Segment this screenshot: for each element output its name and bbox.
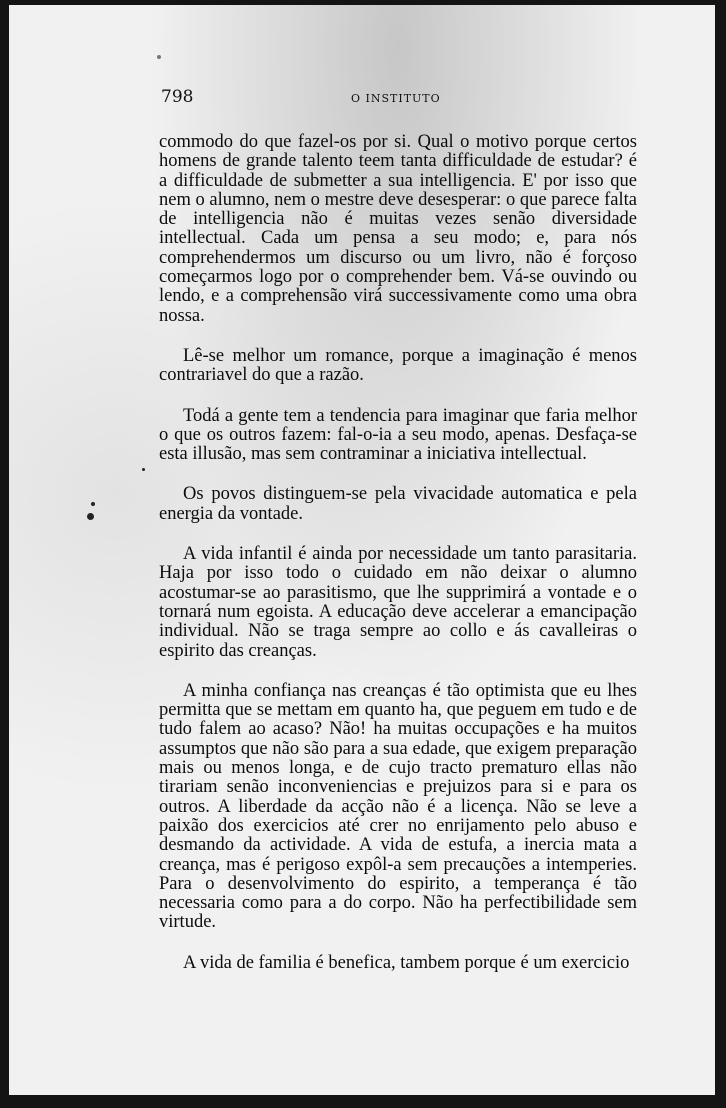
scan-speck [87,513,94,520]
paragraph: A minha confiança nas creanças é tão optimista que eu lhes permitta que se mettam em quanto ha, que peguem em tudo e de tudo falem ao acaso? Não! ha muitas occupações e ha muitos assumptos que não são para a sua edade, que exigem preparação mais ou menos longa, e de cujo tracto prematuro ellas não tirariam senão inconveniencias e prejuizos para si e para os outros. A liberdade da acção não é a licença. Não se leve a paixão dos exercicios até crer no enrijamento pelo abuso e desmando da actividade. A vida de estufa, a inercia mata a creança, mas é perigoso expôl-a sem precauções a intemperies. Para o desenvolvimento do espirito, a temperança é tão necessaria como para a do corpo. Não ha perfectibilidade sem virtude. [159,680,637,933]
body-text [159,133,637,973]
paragraph: Lê-se melhor um romance, porque a imaginação é menos contrariavel do que a razão. [159,345,637,386]
scan-speck [142,468,145,471]
paragraph: Todá a gente tem a tendencia para imaginar que faria melhor o que os outros fazem: fal-o-ia a seu modo, apenas. Desfaça-se esta illusão, mas sem contraminar a iniciativa intellectual. [159,405,637,465]
page-header [9,87,715,111]
paragraph-continued: commodo do que fazel-os por si. Qual o motivo porque certos homens de grande talento teem tanta difficuldade de estudar? é a difficuldade de submetter a sua intelligencia. E' por isso que nem o alumno, nem o mestre deve desesperar: o que parece falta de intelligencia não é muitas vezes senão diversidade intellectual. Cada um pensa a seu modo; e, para nós comprehendermos um discurso ou um livro, não é forçoso começarmos logo por o comprehender bem. Vá-se ouvindo ou lendo, e a comprehensão virá successivamente como uma obra nossa. [159,132,637,326]
scan-speck [157,55,161,59]
running-head: O INSTITUTO [351,92,441,105]
book-page [9,5,715,1095]
page-number: 798 [161,87,194,107]
paragraph-last: A vida de familia é benefica, tambem porque é um exercicio [183,952,630,973]
paragraph: Os povos distinguem-se pela vivacidade automatica e pela energia da vontade. [159,484,637,524]
scan-speck [91,502,95,506]
paragraph: A vida infantil é ainda por necessidade um tanto parasitaria. Haja por isso todo o cuidado em não deixar o alumno acostumar-se ao parasitismo, que lhe supprimirá a vontade e o tornará num egoista. A educação deve accelerar a emancipação individual. Não se traga sempre ao collo e ás cavalleiras o espirito das creanças. [159,544,637,661]
